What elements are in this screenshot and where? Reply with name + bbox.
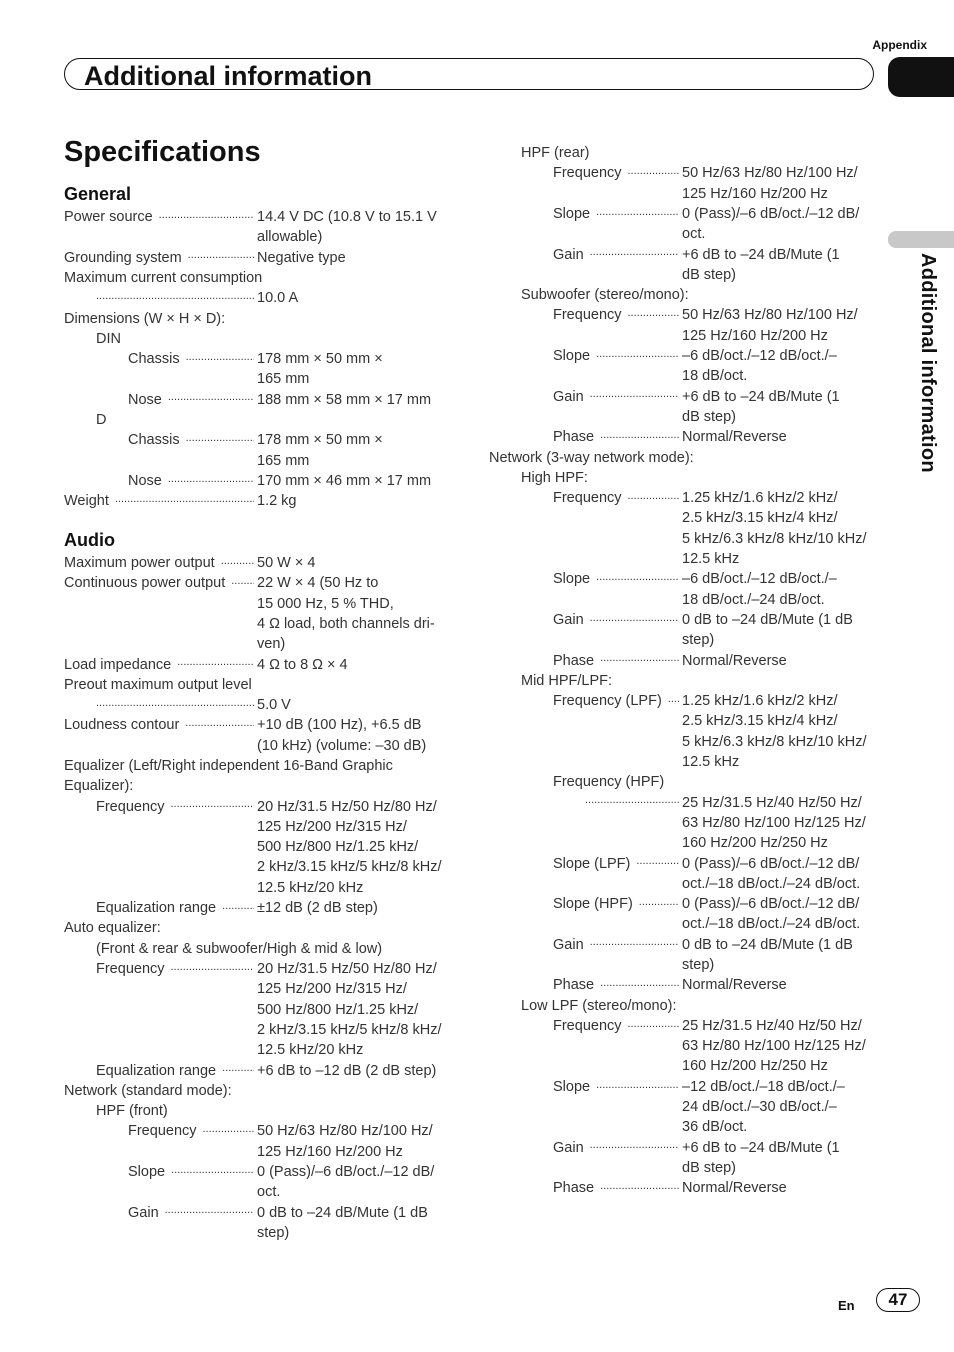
spec-value: step) — [682, 632, 715, 649]
spec-value: 178 mm × 50 mm × — [257, 432, 383, 449]
spec-value: 178 mm × 50 mm × — [257, 351, 383, 368]
spec-label: HPF (front) — [96, 1103, 168, 1120]
appendix-label: Appendix — [872, 38, 927, 52]
leader-dots — [159, 207, 254, 227]
spec-label: Loudness contour — [64, 717, 180, 734]
spec-value: 170 mm × 46 mm × 17 mm — [257, 472, 432, 489]
leader-dots — [590, 610, 679, 630]
spec-value: 14.4 V DC (10.8 V to 15.1 V — [257, 209, 437, 225]
spec-value: 500 Hz/800 Hz/1.25 kHz/ — [257, 1001, 419, 1018]
spec-label: Frequency (HPF) — [553, 774, 665, 791]
spec-value: 4 Ω to 8 Ω × 4 — [257, 656, 348, 673]
spec-value: 25 Hz/31.5 Hz/40 Hz/50 Hz/ — [682, 1017, 862, 1034]
spec-label: DIN — [96, 330, 121, 347]
spec-label: Frequency (LPF) — [553, 693, 662, 710]
spec-label: Gain — [128, 1204, 159, 1221]
section-heading-general: General — [64, 184, 132, 204]
spec-label: Slope (HPF) — [553, 896, 633, 913]
leader-dots — [628, 488, 679, 508]
leader-dots — [171, 797, 254, 817]
spec-label: Power source — [64, 209, 153, 225]
spec-value: 125 Hz/200 Hz/315 Hz/ — [257, 981, 407, 998]
spec-value: 5 kHz/6.3 kHz/8 kHz/10 kHz/ — [682, 733, 867, 750]
leader-dots — [639, 894, 679, 914]
spec-value: dB step) — [682, 266, 736, 283]
spec-value: –12 dB/oct./–18 dB/oct./– — [682, 1078, 845, 1095]
spec-label: Frequency — [553, 307, 622, 324]
spec-value: 0 dB to –24 dB/Mute (1 dB — [257, 1204, 428, 1221]
spec-value: 500 Hz/800 Hz/1.25 kHz/ — [257, 839, 419, 856]
spec-label: Nose — [128, 391, 162, 408]
spec-value: 12.5 kHz — [682, 550, 740, 567]
leader-dots — [628, 163, 679, 183]
spec-value: Normal/Reverse — [682, 429, 787, 446]
spec-label: Phase — [553, 977, 595, 994]
spec-value: Negative type — [257, 249, 346, 266]
spec-value: 5 kHz/6.3 kHz/8 kHz/10 kHz/ — [682, 530, 867, 547]
leader-dots — [590, 387, 679, 407]
spec-value: 50 Hz/63 Hz/80 Hz/100 Hz/ — [682, 307, 858, 324]
spec-label: Phase — [553, 1180, 595, 1197]
side-tab-marker — [888, 231, 954, 248]
spec-label: Frequency — [553, 165, 622, 182]
spec-value: 10.0 A — [257, 290, 299, 307]
leader-dots — [231, 573, 254, 593]
spec-label: Frequency — [96, 798, 165, 815]
spec-value: oct. — [257, 1184, 281, 1201]
spec-value: 1.25 kHz/1.6 kHz/2 kHz/ — [682, 490, 838, 507]
spec-label: Frequency — [96, 961, 165, 977]
spec-value: dB step) — [682, 1159, 736, 1176]
leader-dots — [590, 935, 679, 955]
spec-value: 2 kHz/3.15 kHz/5 kHz/8 kHz/ — [257, 1021, 442, 1038]
leader-dots — [177, 655, 254, 675]
leader-dots — [96, 288, 254, 308]
spec-label: Phase — [553, 652, 595, 669]
spec-value: 2.5 kHz/3.15 kHz/4 kHz/ — [682, 510, 838, 527]
spec-value: 15 000 Hz, 5 % THD, — [257, 595, 394, 612]
spec-value: –6 dB/oct./–12 dB/oct./– — [682, 348, 837, 364]
spec-label: Gain — [553, 1139, 584, 1156]
spec-label: High HPF: — [521, 469, 588, 486]
spec-label: Frequency — [553, 1017, 622, 1034]
spec-value: 5.0 V — [257, 697, 291, 714]
spec-value: 160 Hz/200 Hz/250 Hz — [682, 835, 828, 852]
spec-label: Frequency — [553, 490, 622, 507]
spec-value: 0 dB to –24 dB/Mute (1 dB — [682, 936, 853, 953]
spec-value: 50 Hz/63 Hz/80 Hz/100 Hz/ — [257, 1123, 433, 1140]
spec-value: –6 dB/oct./–12 dB/oct./– — [682, 571, 837, 588]
spec-value: step) — [682, 956, 715, 973]
spec-value: 20 Hz/31.5 Hz/50 Hz/80 Hz/ — [257, 961, 437, 977]
spec-value: 188 mm × 58 mm × 17 mm — [257, 391, 432, 408]
spec-label: Subwoofer (stereo/mono): — [521, 287, 689, 304]
leader-dots — [115, 491, 254, 511]
spec-value: 25 Hz/31.5 Hz/40 Hz/50 Hz/ — [682, 794, 862, 811]
leader-dots — [596, 1077, 679, 1097]
leader-dots — [186, 349, 254, 369]
spec-value: 12.5 kHz/20 kHz — [257, 879, 364, 896]
spec-value: oct./–18 dB/oct./–24 dB/oct. — [682, 916, 861, 933]
spec-value: step) — [257, 1224, 290, 1241]
spec-label: HPF (rear) — [521, 145, 590, 161]
spec-label: Continuous power output — [64, 575, 226, 592]
leader-dots — [96, 695, 254, 715]
spec-value: +6 dB to –24 dB/Mute (1 — [682, 1139, 840, 1156]
spec-value: dB step) — [682, 408, 736, 425]
spec-value: 125 Hz/160 Hz/200 Hz — [257, 1143, 403, 1160]
spec-value: 63 Hz/80 Hz/100 Hz/125 Hz/ — [682, 1038, 866, 1055]
spec-value: 125 Hz/200 Hz/315 Hz/ — [257, 818, 407, 835]
spec-value: 125 Hz/160 Hz/200 Hz — [682, 185, 828, 202]
spec-label: (Front & rear & subwoofer/High & mid & low) — [96, 940, 383, 957]
leader-dots — [222, 898, 254, 918]
spec-value: 0 dB to –24 dB/Mute (1 dB — [682, 611, 853, 628]
spec-label: Gain — [553, 246, 584, 263]
spec-value: 50 W × 4 — [257, 555, 316, 571]
leader-dots — [186, 430, 254, 450]
spec-label: Dimensions (W × H × D): — [64, 310, 226, 327]
spec-label: Grounding system — [64, 249, 182, 266]
spec-value: 165 mm — [257, 371, 310, 388]
spec-value: 18 dB/oct./–24 dB/oct. — [682, 591, 825, 608]
leader-dots — [600, 1178, 679, 1198]
leader-dots — [590, 1138, 679, 1158]
leader-dots — [171, 959, 254, 979]
spec-value: 0 (Pass)/–6 dB/oct./–12 dB/ — [682, 205, 860, 222]
spec-value: oct. — [682, 226, 706, 243]
spec-label: Load impedance — [64, 656, 172, 673]
spec-value: 2.5 kHz/3.15 kHz/4 kHz/ — [682, 713, 838, 730]
spec-value: ±12 dB (2 dB step) — [257, 900, 378, 917]
spec-label: Preout maximum output level — [64, 676, 252, 693]
spec-label: Frequency — [128, 1123, 197, 1140]
spec-value: 18 dB/oct. — [682, 368, 748, 385]
spec-label: D — [96, 412, 107, 428]
spec-value: 4 Ω load, both channels dri- — [257, 615, 435, 632]
leader-dots — [222, 1061, 254, 1081]
spec-value: oct./–18 dB/oct./–24 dB/oct. — [682, 875, 861, 892]
spec-label: Chassis — [128, 351, 180, 368]
spec-value: 1.2 kg — [257, 493, 297, 510]
leader-dots — [668, 691, 679, 711]
spec-label: Slope — [553, 348, 591, 364]
leader-dots — [165, 1203, 254, 1223]
spec-label: Slope — [128, 1164, 166, 1180]
header-title: Additional information — [84, 61, 372, 91]
leader-dots — [636, 854, 679, 874]
leader-dots — [185, 715, 254, 735]
spec-label: Equalizer (Left/Right independent 16-Band Graphic — [64, 758, 393, 774]
spec-label: Gain — [553, 936, 584, 953]
spec-label: Slope — [553, 571, 591, 588]
spec-label: Phase — [553, 429, 595, 446]
spec-label: Maximum current consumption — [64, 269, 263, 286]
leader-dots — [628, 305, 679, 325]
leader-dots — [600, 427, 679, 447]
spec-value: 50 Hz/63 Hz/80 Hz/100 Hz/ — [682, 165, 858, 182]
spec-value: +6 dB to –12 dB (2 dB step) — [257, 1062, 437, 1079]
section-heading-audio: Audio — [64, 530, 115, 550]
spec-label: Slope — [553, 205, 591, 222]
spec-value: Normal/Reverse — [682, 652, 787, 669]
leader-dots — [596, 569, 679, 589]
spec-value: +6 dB to –24 dB/Mute (1 — [682, 246, 840, 263]
spec-value: 165 mm — [257, 452, 310, 469]
leader-dots — [171, 1162, 254, 1182]
spec-value: 2 kHz/3.15 kHz/5 kHz/8 kHz/ — [257, 859, 442, 876]
leader-dots — [168, 471, 254, 491]
leader-dots — [596, 346, 679, 366]
spec-label: Weight — [64, 493, 109, 510]
leader-dots — [596, 204, 679, 224]
spec-value: 12.5 kHz/20 kHz — [257, 1042, 364, 1059]
spec-value: Normal/Reverse — [682, 1180, 787, 1197]
section-tab-marker — [888, 57, 954, 97]
spec-label: Nose — [128, 472, 162, 489]
leader-dots — [585, 793, 679, 813]
spec-value: 20 Hz/31.5 Hz/50 Hz/80 Hz/ — [257, 798, 437, 815]
side-section-label: Additional information — [917, 253, 939, 473]
spec-value: +6 dB to –24 dB/Mute (1 — [682, 388, 840, 405]
leader-dots — [590, 245, 679, 265]
leader-dots — [168, 390, 254, 410]
leader-dots — [600, 651, 679, 671]
spec-label: Slope — [553, 1078, 591, 1095]
leader-dots — [188, 248, 254, 268]
spec-label: Chassis — [128, 432, 180, 449]
page-number: 47 — [876, 1288, 920, 1312]
spec-label: Gain — [553, 388, 584, 405]
spec-value: 160 Hz/200 Hz/250 Hz — [682, 1058, 828, 1075]
spec-value: Normal/Reverse — [682, 977, 787, 994]
spec-label: Network (3-way network mode): — [489, 449, 694, 466]
spec-label: Equalization range — [96, 1062, 217, 1079]
spec-label: Gain — [553, 611, 584, 628]
spec-value: allowable) — [257, 229, 323, 246]
spec-value: 0 (Pass)/–6 dB/oct./–12 dB/ — [682, 855, 860, 872]
spec-value: 24 dB/oct./–30 dB/oct./– — [682, 1099, 837, 1116]
spec-value: (10 kHz) (volume: –30 dB) — [257, 737, 427, 754]
spec-value: 63 Hz/80 Hz/100 Hz/125 Hz/ — [682, 814, 866, 831]
page-title: Specifications — [64, 136, 261, 168]
spec-label: Maximum power output — [64, 555, 215, 571]
spec-label: Auto equalizer: — [64, 920, 161, 937]
spec-value: +10 dB (100 Hz), +6.5 dB — [257, 717, 422, 734]
spec-label: Low LPF (stereo/mono): — [521, 997, 677, 1014]
leader-dots — [221, 553, 254, 573]
leader-dots — [203, 1121, 254, 1141]
spec-value: ven) — [257, 636, 286, 653]
spec-label: Equalizer): — [64, 778, 134, 795]
spec-label: Slope (LPF) — [553, 855, 631, 872]
leader-dots — [600, 975, 679, 995]
language-label: En — [838, 1298, 855, 1313]
spec-value: 22 W × 4 (50 Hz to — [257, 575, 379, 592]
spec-value: 12.5 kHz — [682, 753, 740, 770]
spec-label: Mid HPF/LPF: — [521, 672, 613, 689]
spec-value: 36 dB/oct. — [682, 1119, 748, 1136]
spec-value: 1.25 kHz/1.6 kHz/2 kHz/ — [682, 693, 838, 710]
spec-label: Network (standard mode): — [64, 1082, 232, 1099]
leader-dots — [628, 1016, 679, 1036]
spec-value: 125 Hz/160 Hz/200 Hz — [682, 327, 828, 344]
spec-value: 0 (Pass)/–6 dB/oct./–12 dB/ — [682, 896, 860, 913]
spec-label: Equalization range — [96, 900, 217, 917]
spec-value: 0 (Pass)/–6 dB/oct./–12 dB/ — [257, 1164, 435, 1180]
